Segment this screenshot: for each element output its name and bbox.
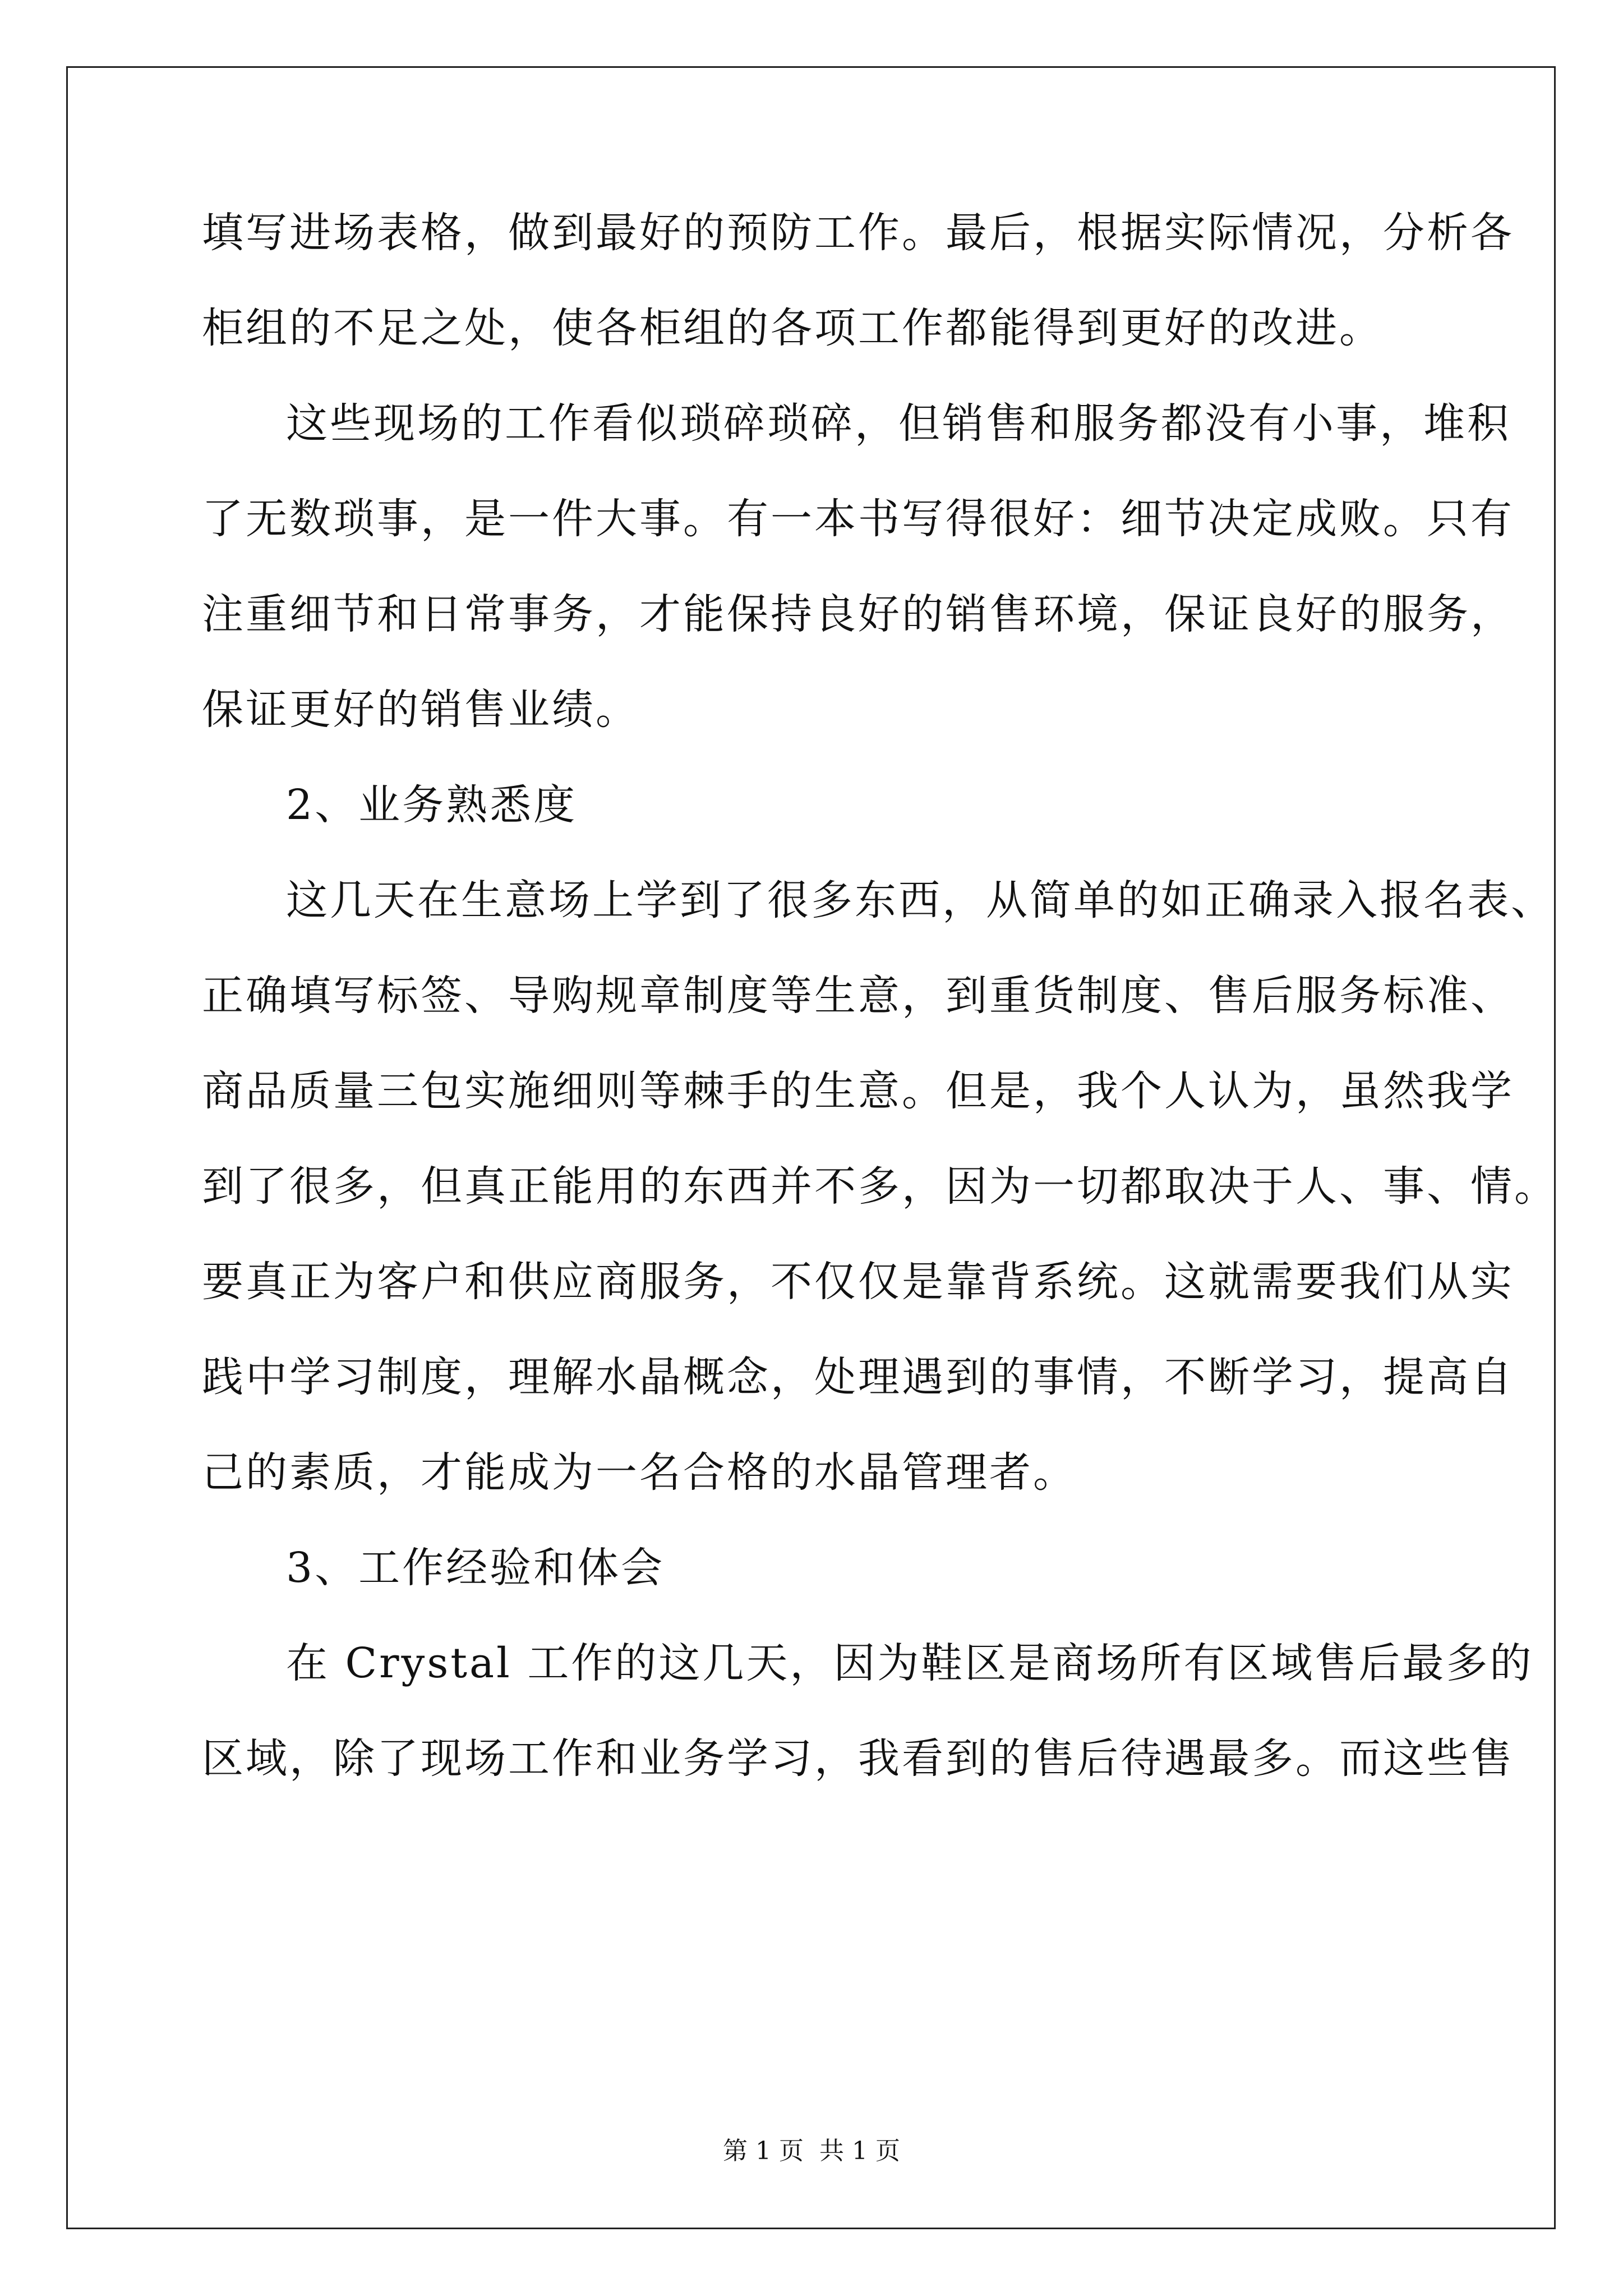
text-line: 践中学习制度，理解水晶概念，处理遇到的事情，不断学习，提高自 [202, 1353, 1514, 1401]
text-line: 保证更好的销售业绩。 [202, 685, 639, 734]
text-line: 己的素质，才能成为一名合格的水晶管理者。 [202, 1448, 1077, 1497]
text-line: 柜组的不足之处，使各柜组的各项工作都能得到更好的改进。 [202, 304, 1383, 352]
text-line: 2、业务熟悉度 [286, 781, 578, 829]
page-footer [0, 2134, 1623, 2168]
page-number-total: 共 1 页 [819, 2137, 900, 2165]
text-line: 在 Crystal 工作的这几天，因为鞋区是商场所有区域售后最多的 [286, 1639, 1534, 1687]
text-line: 了无数琐事，是一件大事。有一本书写得很好：细节决定成败。只有 [202, 495, 1514, 543]
text-line: 这些现场的工作看似琐碎琐碎，但销售和服务都没有小事，堆积 [286, 399, 1511, 448]
text-line: 要真正为客户和供应商服务，不仅仅是靠背系统。这就需要我们从实 [202, 1258, 1514, 1306]
text-line: 注重细节和日常事务，才能保持良好的销售环境，保证良好的服务， [202, 590, 1514, 638]
page-number-current: 第 1 页 [723, 2137, 804, 2165]
document-body [202, 208, 1558, 1829]
text-line: 填写进场表格，做到最好的预防工作。最后，根据实际情况，分析各 [202, 209, 1514, 257]
text-line: 3、工作经验和体会 [286, 1544, 665, 1592]
text-line: 正确填写标签、导购规章制度等生意，到重货制度、售后服务标准、 [202, 972, 1514, 1020]
text-line: 这几天在生意场上学到了很多东西，从简单的如正确录入报名表、 [286, 876, 1555, 924]
text-line: 到了很多，但真正能用的东西并不多，因为一切都取决于人、事、情。 [202, 1162, 1558, 1211]
text-line: 商品质量三包实施细则等棘手的生意。但是，我个人认为，虽然我学 [202, 1067, 1514, 1115]
text-line: 区域，除了现场工作和业务学习，我看到的售后待遇最多。而这些售 [202, 1734, 1514, 1783]
